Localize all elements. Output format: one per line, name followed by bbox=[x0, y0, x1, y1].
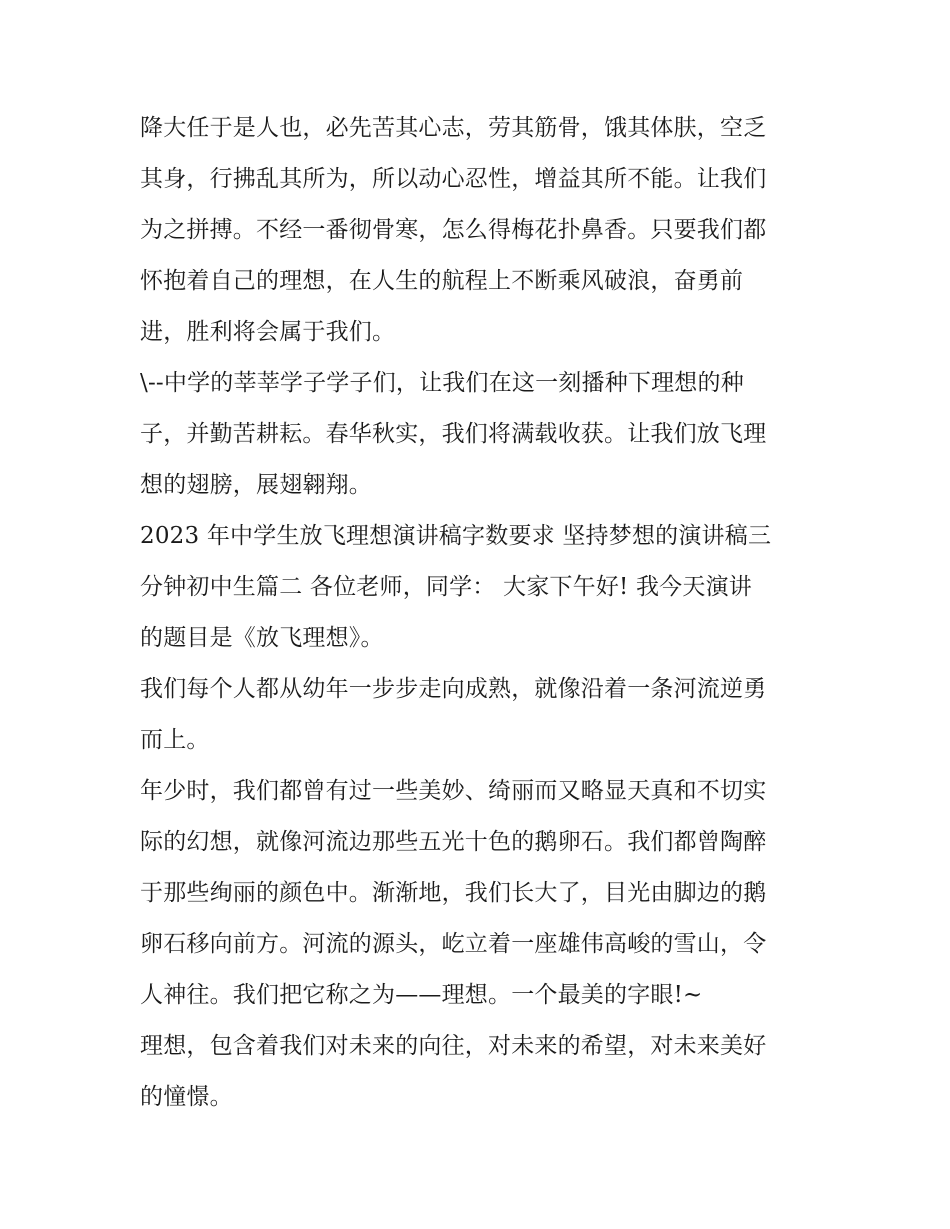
text-line: 降大任于是人也，必先苦其心志，劳其筋骨，饿其体肤，空乏 bbox=[140, 115, 767, 141]
text-line: 分钟初中生篇二 各位老师，同学： 大家下午好! 我今天演讲 bbox=[140, 574, 752, 600]
text-line: 为之拼搏。不经一番彻骨寒，怎么得梅花扑鼻香。只要我们都 bbox=[140, 217, 767, 243]
text-line: 其身，行拂乱其所为，所以动心忍性，增益其所不能。让我们 bbox=[140, 166, 767, 192]
text-line: \--中学的莘莘学子学子们，让我们在这一刻播种下理想的种 bbox=[140, 370, 744, 396]
text-line: 理想，包含着我们对未来的向往，对未来的希望，对未来美好 bbox=[140, 1033, 767, 1059]
text-line: 人神往。我们把它称之为——理想。一个最美的字眼!~ bbox=[140, 982, 703, 1008]
text-line: 进，胜利将会属于我们。 bbox=[140, 319, 396, 345]
paragraph-1 bbox=[140, 103, 820, 358]
document-body bbox=[140, 103, 820, 1123]
paragraph-3 bbox=[140, 511, 820, 664]
text-line: 2023 年中学生放飞理想演讲稿字数要求 坚持梦想的演讲稿三 bbox=[140, 523, 772, 549]
paragraph-4 bbox=[140, 664, 820, 766]
paragraph-6 bbox=[140, 1021, 820, 1123]
paragraph-2 bbox=[140, 358, 820, 511]
text-line: 年少时，我们都曾有过一些美妙、绮丽而又略显天真和不切实 bbox=[140, 778, 767, 804]
text-line: 于那些绚丽的颜色中。渐渐地，我们长大了，目光由脚边的鹅 bbox=[140, 880, 767, 906]
text-line: 际的幻想，就像河流边那些五光十色的鹅卵石。我们都曾陶醉 bbox=[140, 829, 767, 855]
text-line: 卵石移向前方。河流的源头，屹立着一座雄伟高峻的雪山，令 bbox=[140, 931, 767, 957]
text-line: 我们每个人都从幼年一步步走向成熟，就像沿着一条河流逆勇 bbox=[140, 676, 767, 702]
paragraph-5 bbox=[140, 766, 820, 1021]
text-line: 想的翅膀，展翅翱翔。 bbox=[140, 472, 372, 498]
text-line: 而上。 bbox=[140, 727, 210, 753]
text-line: 的题目是《放飞理想》。 bbox=[140, 625, 384, 651]
text-line: 子，并勤苦耕耘。春华秋实，我们将满载收获。让我们放飞理 bbox=[140, 421, 767, 447]
text-line: 怀抱着自己的理想，在人生的航程上不断乘风破浪，奋勇前 bbox=[140, 268, 744, 294]
text-line: 的憧憬。 bbox=[140, 1084, 233, 1110]
